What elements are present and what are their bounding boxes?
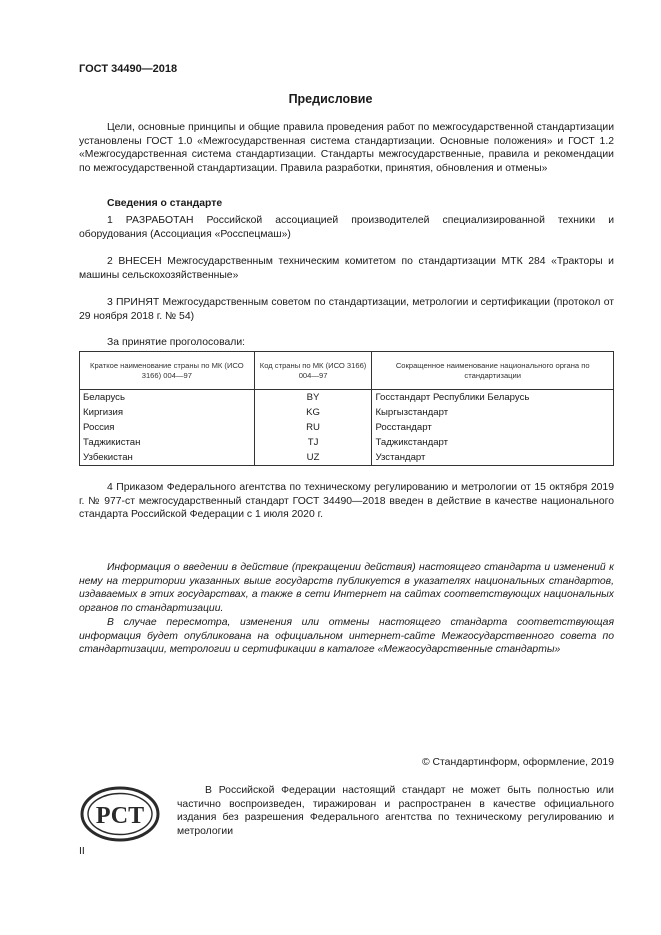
item-1-paragraph: 1 РАЗРАБОТАН Российской ассоциацией производителей специализированной техники и оборудования (Ассоциация «Росспецмаш») [79, 215, 614, 240]
info-paragraph-2: В случае пересмотра, изменения или отмены настоящего стандарта соответствующая информация будет опубликована на официальном интернет-сайте Межгосударственного совета по стандартизации, метрологии и сертификации в каталоге «Межгосударственные стандарты» [79, 617, 614, 656]
body-cell: Узстандарт [372, 450, 614, 466]
body-cell: Росстандарт [372, 420, 614, 435]
page-title: Предисловие [288, 92, 373, 106]
country-cell: Россия [80, 420, 255, 435]
code-cell: UZ [254, 450, 372, 466]
body-cell: Кыргызстандарт [372, 405, 614, 420]
copyright-line: © Стандартинформ, оформление, 2019 [421, 757, 614, 768]
intro-paragraph: Цели, основные принципы и общие правила проведения работ по межгосударственной стандартизации установлены ГОСТ 1.0 «Межгосударственная система стандартизации. Основные положения» и ГОСТ 1.2 «Межгосударственная система стандартизации. Стандарты межгосударственные, правила и рекомендации по межгосударственной стандартизации. Правила разработки, принятия, обновления и отмены» [79, 122, 614, 174]
info-paragraph-1: Информация о введении в действие (прекращении действия) настоящего стандарта и изменений к нему на территории указанных выше государств публикуется в указателях национальных стандартов, издаваемых в этих государствах, а также в сети Интернет на сайтах соответствующих национальных органов по стандартизации. [79, 562, 614, 614]
table-row [80, 435, 614, 450]
country-cell: Беларусь [80, 390, 255, 406]
vote-intro: За принятие проголосовали: [107, 337, 246, 348]
body-cell: Госстандарт Республики Беларусь [372, 390, 614, 406]
table-row [80, 420, 614, 435]
item-3-paragraph: 3 ПРИНЯТ Межгосударственным советом по стандартизации, метрологии и сертификации (протокол от 29 ноября 2018 г. № 54) [79, 297, 614, 322]
header-national-body: Сокращенное наименование национального органа по стандартизации [372, 352, 614, 390]
item-2-paragraph: 2 ВНЕСЕН Межгосударственным техническим комитетом по стандартизации МТК 284 «Тракторы и машины сельскохозяйственные» [79, 256, 614, 281]
header-country-name: Краткое наименование страны по МК (ИСО 3166) 004—97 [80, 352, 255, 390]
page-number: II [79, 846, 85, 857]
logo-lettering: РСТ [95, 803, 145, 829]
vote-table-header-row [80, 352, 614, 390]
code-cell: BY [254, 390, 372, 406]
country-cell: Узбекистан [80, 450, 255, 466]
table-row [80, 390, 614, 406]
vote-table [79, 351, 614, 466]
country-cell: Киргизия [80, 405, 255, 420]
item-4-paragraph: 4 Приказом Федерального агентства по техническому регулированию и метрологии от 15 октября 2019 г. № 977-ст межгосударственный стандарт ГОСТ 34490—2018 введен в действие в качестве национального стандарта Российской Федерации с 1 июля 2020 г. [79, 482, 614, 521]
country-cell: Таджикистан [80, 435, 255, 450]
gost-logo-icon [78, 785, 162, 843]
table-row [80, 405, 614, 420]
about-heading: Сведения о стандарте [107, 198, 223, 209]
document-code: ГОСТ 34490—2018 [79, 63, 178, 75]
code-cell: TJ [254, 435, 372, 450]
table-row [80, 450, 614, 466]
reproduction-notice: В Российской Федерации настоящий стандарт не может быть полностью или частично воспроизведен, тиражирован и распространен в качестве официального издания без разрешения Федерального агентства по техническому регулированию и метрологии [177, 785, 614, 837]
code-cell: KG [254, 405, 372, 420]
header-country-code: Код страны по МК (ИСО 3166) 004—97 [254, 352, 372, 390]
code-cell: RU [254, 420, 372, 435]
body-cell: Таджикстандарт [372, 435, 614, 450]
